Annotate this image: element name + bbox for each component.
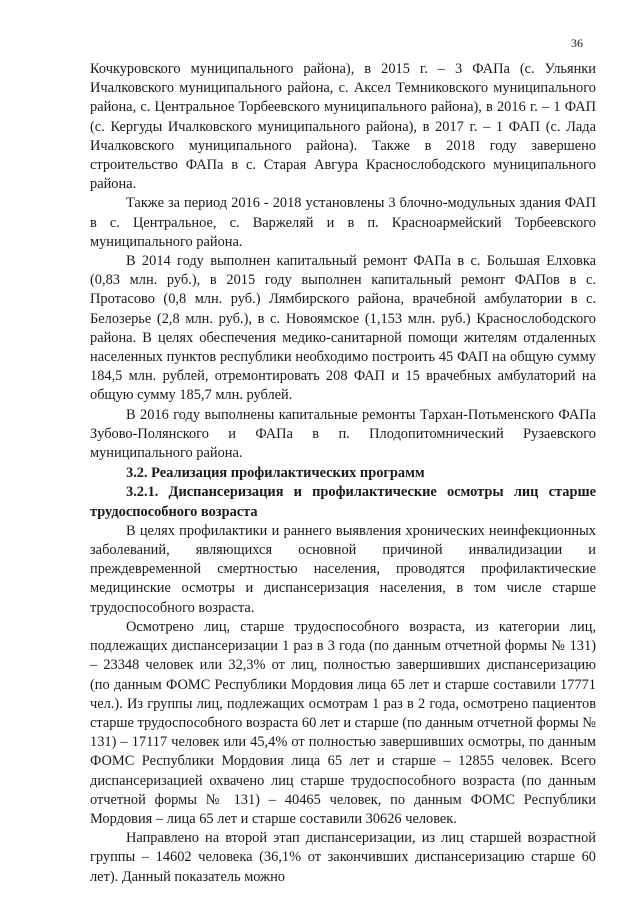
section-heading-3-2: 3.2. Реализация профилактических программ: [126, 465, 425, 482]
paragraph-repairs-2016: В 2016 году выполнены капитальные ремонты Тархан-Потьменского ФАПа Зубово-Полянского и ФАПа в п. Плодопитомнический Рузаевского муниципального района.: [90, 406, 596, 462]
paragraph-capital-repairs: В 2014 году выполнен капитальный ремонт ФАПа в с. Большая Елховка (0,83 млн. руб.), в 2015 году выполнен капитальный ремонт ФАПов в с. Протасово (0,8 млн. руб.) Лямбирского района, врачебной амбулатории в с. Белозерье (2,8 млн. руб.), в с. Новоямское (1,153 млн. руб.) Краснослободского района. В целях обеспечения медико-санитарной помощи жителям отдаленных населенных пунктов республики необходимо построить 45 ФАП на общую сумму 184,5 млн. рублей, отремонтировать 208 ФАП и 15 врачебных амбулаторий на общую сумму 185,7 млн. рублей.: [90, 253, 596, 404]
section-heading-3-2-1: 3.2.1. Диспансеризация и профилактические осмотры лиц старше трудоспособного возраста: [90, 484, 596, 520]
paragraph-fap-construction: Кочкуровского муниципального района), в 2015 г. – 3 ФАПа (с. Ульянки Ичалковского муниципального района, с. Аксел Темниковского муниципального района, с. Центральное Торбеевского муниципального района), в 2016 г. – 1 ФАП (с. Кергуды Ичалковского муниципального района), в 2017 г. – 1 ФАП (с. Лада Ичалковского муниципального района). Также в 2018 году завершено строительство ФАПа в с. Старая Авгура Краснослободского муниципального района.: [90, 61, 596, 193]
paragraph-prevention: В целях профилактики и раннего выявления хронических неинфекционных заболеваний, являющихся основной причиной инвалидизации и преждевременной смертностью населения, проводятся профилактические медицинские осмотры и диспансеризация населения, в том числе старше трудоспособного возраста.: [90, 522, 596, 616]
page-content: [90, 60, 596, 887]
page-number: 36: [571, 36, 583, 50]
paragraph-second-stage: Направлено на второй этап диспансеризации, из лиц старшей возрастной группы – 14602 человека (36,1% от закончивших диспансеризацию старше 60 лет). Данный показатель можно: [90, 830, 596, 885]
paragraph-modular-buildings: Также за период 2016 - 2018 установлены 3 блочно-модульных здания ФАП в с. Центральное, с. Варжеляй и в п. Красноармейский Торбеевского муниципального района.: [90, 195, 596, 250]
paragraph-examined: Осмотрено лиц, старше трудоспособного возраста, из категории лиц, подлежащих диспансеризации 1 раз в 3 года (по данным отчетной формы № 131) – 23348 человек или 32,3% от лиц, полностью завершивших диспансеризацию (по данным ФОМС Республики Мордовия лица 65 лет и старше составили 17771 чел.). Из группы лиц, подлежащих осмотрам 1 раз в 2 года, осмотрено пациентов старше трудоспособного возраста 60 лет и старше (по данным отчетной формы № 131) – 17117 человек или 45,4% от полностью завершивших осмотры, по данным ФОМС Республики Мордовия лица 65 лет и старше – 12855 человек. Всего диспансеризацией охвачено лиц старше трудоспособного возраста (по данным отчетной формы № 131) – 40465 человек, по данным ФОМС Республики Мордовия – лица 65 лет и старше составили 30626 человек.: [90, 618, 596, 827]
